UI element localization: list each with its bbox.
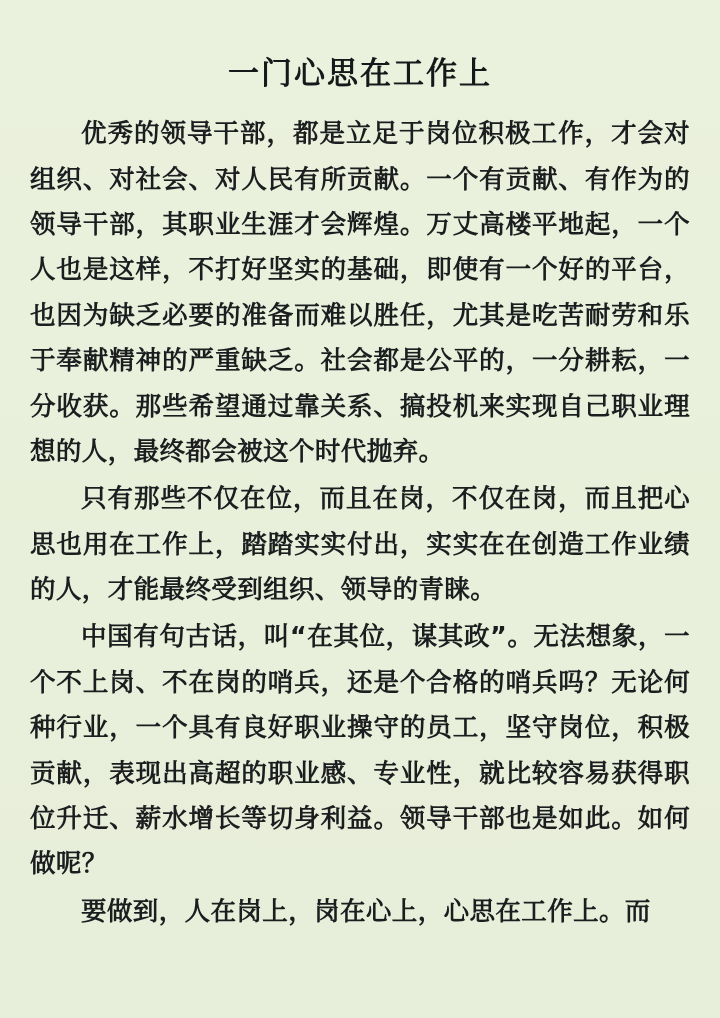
page-title: 一门心思在工作上 bbox=[228, 56, 492, 92]
paragraph: 只有那些不仅在位，而且在岗，不仅在岗，而且把心思也用在工作上，踏踏实实付出，实实在在创造工作业绩的人，才能最终受到组织、领导的青睐。 bbox=[30, 484, 690, 606]
paragraph: 中国有句古话，叫“在其位，谋其政”。无法想象，一个不上岗、不在岗的哨兵，还是个合格的哨兵吗？无论何种行业，一个具有良好职业操守的员工，坚守岗位，积极贡献，表现出高超的职业感、专业性，就比较容易获得职位升迁、薪水增长等切身利益。领导干部也是如此。如何做呢？ bbox=[30, 622, 690, 880]
paragraph: 优秀的领导干部，都是立足于岗位积极工作，才会对组织、对社会、对人民有所贡献。一个有贡献、有作为的领导干部，其职业生涯才会辉煌。万丈高楼平地起，一个人也是这样，不打好坚实的基础，即使有一个好的平台，也因为缺乏必要的准备而难以胜任，尤其是吃苦耐劳和乐于奉献精神的严重缺乏。社会都是公平的，一分耕耘，一分收获。那些希望通过靠关系、搞投机来实现自己职业理想的人，最终都会被这个时代抛弃。 bbox=[30, 119, 690, 467]
paragraph: 要做到，人在岗上，岗在心上，心思在工作上。而 bbox=[81, 896, 651, 927]
document-body bbox=[30, 112, 690, 935]
